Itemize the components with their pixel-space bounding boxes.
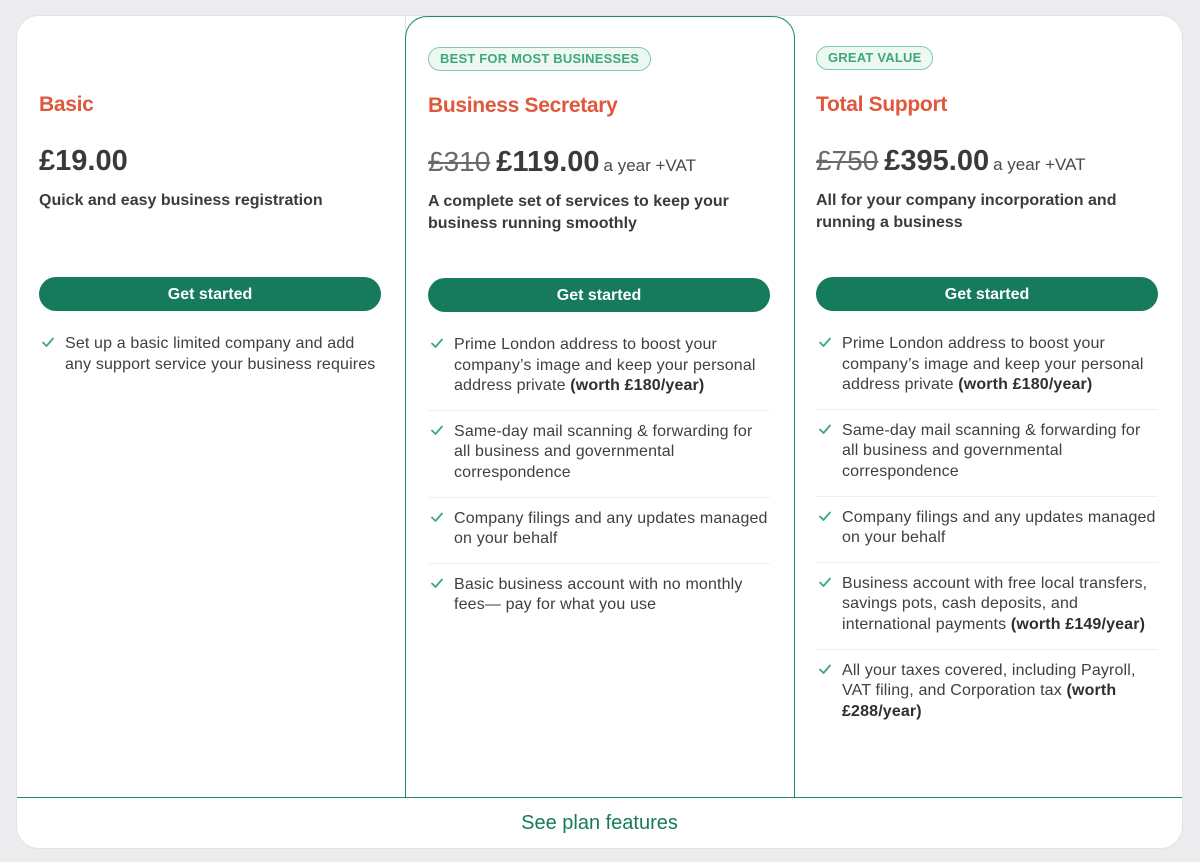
feature-text: Company filings and any updates managed on your behalf [842, 508, 1156, 547]
feature-worth: (worth £180/year) [570, 377, 705, 395]
plan-badge: BEST FOR MOST BUSINESSES [428, 47, 651, 71]
plan-name: Basic [39, 93, 94, 116]
feature-item [816, 419, 1158, 497]
feature-item [428, 420, 770, 498]
checkmark-icon [430, 576, 444, 590]
plan-description: Quick and easy business registration [39, 192, 323, 209]
price-row [39, 145, 128, 178]
feature-list [428, 333, 770, 638]
price-row [428, 146, 696, 179]
feature-worth: (worth £288/year) [842, 682, 1117, 720]
old-price: £310 [428, 146, 491, 177]
price-period: a year +VAT [993, 155, 1086, 174]
feature-text: Basic business account with no monthly fees— pay for what you use [454, 575, 743, 614]
feature-text: Company filings and any updates managed on your behalf [454, 509, 768, 548]
checkmark-icon [430, 423, 444, 437]
feature-text: Same-day mail scanning & forwarding for all business and governmental correspondence [842, 421, 1141, 480]
pricing-panel [17, 16, 1182, 848]
feature-text: Prime London address to boost your company’s image and keep your personal address private [842, 335, 1144, 394]
plan-card-business-secretary [405, 16, 795, 797]
plan-card-basic [17, 16, 406, 797]
plan-price: £19.00 [39, 145, 128, 177]
feature-text: All your taxes covered, including Payroll, VAT filing, and Corporation tax [842, 661, 1136, 700]
plan-card-total-support [794, 16, 1182, 797]
checkmark-icon [430, 510, 444, 524]
feature-text: Business account with free local transfers, savings pots, cash deposits, and international payments [842, 574, 1148, 633]
checkmark-icon [818, 509, 832, 523]
feature-item [816, 572, 1158, 650]
plan-description: A complete set of services to keep your business running smoothly [428, 193, 729, 232]
checkmark-icon [818, 662, 832, 676]
checkmark-icon [430, 336, 444, 350]
plan-price: £395.00 [884, 145, 990, 177]
feature-item [39, 332, 381, 388]
plan-name: Business Secretary [428, 94, 618, 117]
feature-list [39, 332, 381, 397]
feature-item [428, 333, 770, 411]
get-started-button[interactable]: Get started [39, 277, 381, 311]
feature-list [816, 332, 1158, 744]
feature-item [816, 506, 1158, 563]
feature-item [428, 573, 770, 629]
get-started-button[interactable]: Get started [428, 278, 770, 312]
price-row [816, 145, 1086, 178]
feature-item [816, 332, 1158, 410]
get-started-button[interactable]: Get started [816, 277, 1158, 311]
plan-description: All for your company incorporation and running a business [816, 192, 1117, 231]
checkmark-icon [41, 335, 55, 349]
checkmark-icon [818, 422, 832, 436]
plan-badge: GREAT VALUE [816, 46, 933, 70]
see-plan-features-link[interactable]: See plan features [17, 797, 1182, 848]
feature-worth: (worth £149/year) [1010, 615, 1146, 633]
plan-price: £119.00 [496, 146, 600, 178]
plan-name: Total Support [816, 93, 948, 116]
feature-text: Prime London address to boost your company’s image and keep your personal address private [454, 336, 756, 395]
feature-worth: (worth £180/year) [958, 376, 1093, 394]
feature-item [816, 659, 1158, 736]
price-period: a year +VAT [603, 156, 696, 175]
old-price: £750 [816, 145, 879, 176]
checkmark-icon [818, 335, 832, 349]
feature-text: Set up a basic limited company and add any support service your business requires [65, 335, 376, 373]
feature-item [428, 507, 770, 564]
checkmark-icon [818, 575, 832, 589]
feature-text: Same-day mail scanning & forwarding for all business and governmental correspondence [454, 422, 753, 481]
